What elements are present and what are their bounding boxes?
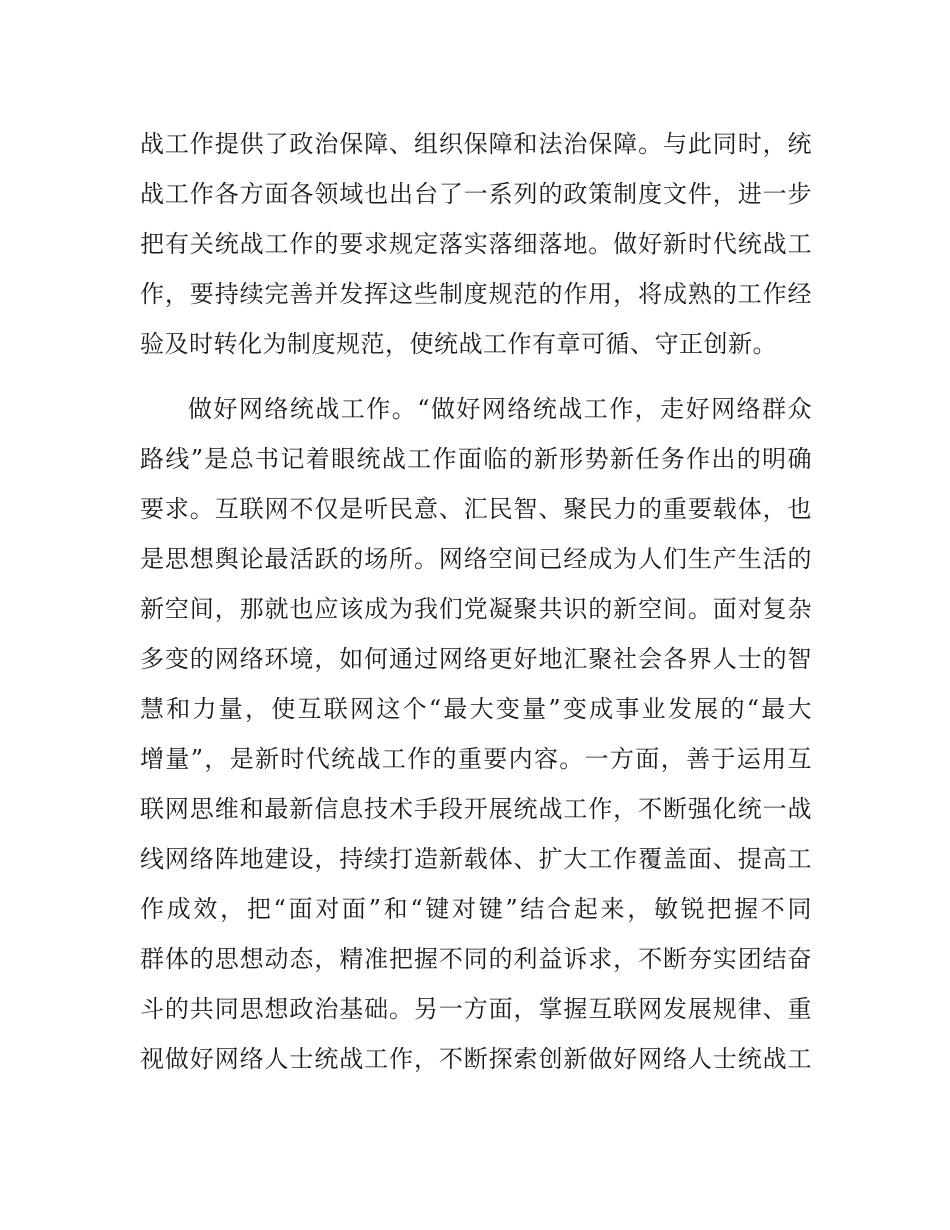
paragraph-2-line-5: 新空间，那就也应该成为我们党凝聚共识的新空间。面对复杂 xyxy=(140,595,812,623)
paragraph-2-line-11: 作成效，把“面对面”和“键对键”结合起来，敏锐把握不同 xyxy=(140,895,812,923)
paragraph-1-line-5: 验及时转化为制度规范，使统战工作有章可循、守正创新。 xyxy=(140,330,777,358)
paragraph-1-line-1: 战工作提供了政治保障、组织保障和法治保障。与此同时，统 xyxy=(140,130,812,158)
paragraph-1-line-2: 战工作各方面各领域也出台了一系列的政策制度文件，进一步 xyxy=(140,180,812,208)
paragraph-2-line-13: 斗的共同思想政治基础。另一方面，掌握互联网发展规律、重 xyxy=(140,995,812,1023)
paragraph-1-line-3: 把有关统战工作的要求规定落实落细落地。做好新时代统战工 xyxy=(140,230,812,258)
paragraph-2-line-3: 要求。互联网不仅是听民意、汇民智、聚民力的重要载体，也 xyxy=(140,495,812,523)
paragraph-2-line-14: 视做好网络人士统战工作，不断探索创新做好网络人士统战工 xyxy=(140,1045,812,1073)
paragraph-2-line-4: 是思想舆论最活跃的场所。网络空间已经成为人们生产生活的 xyxy=(140,545,812,573)
paragraph-2-line-6: 多变的网络环境，如何通过网络更好地汇聚社会各界人士的智 xyxy=(140,645,812,673)
paragraph-2-line-10: 线网络阵地建设，持续打造新载体、扩大工作覆盖面、提高工 xyxy=(140,845,812,873)
paragraph-2-line-12: 群体的思想动态，精准把握不同的利益诉求，不断夯实团结奋 xyxy=(140,945,812,973)
paragraph-1-line-4: 作，要持续完善并发挥这些制度规范的作用，将成熟的工作经 xyxy=(140,280,812,308)
paragraph-2-line-2: 路线”是总书记着眼统战工作面临的新形势新任务作出的明确 xyxy=(140,445,812,473)
paragraph-2-line-9: 联网思维和最新信息技术手段开展统战工作，不断强化统一战 xyxy=(140,795,812,823)
paragraph-2-line-8: 增量”，是新时代统战工作的重要内容。一方面，善于运用互 xyxy=(140,745,812,773)
paragraph-2-line-1: 做好网络统战工作。“做好网络统战工作，走好网络群众 xyxy=(188,395,812,423)
paragraph-2-line-7: 慧和力量，使互联网这个“最大变量”变成事业发展的“最大 xyxy=(140,695,812,723)
